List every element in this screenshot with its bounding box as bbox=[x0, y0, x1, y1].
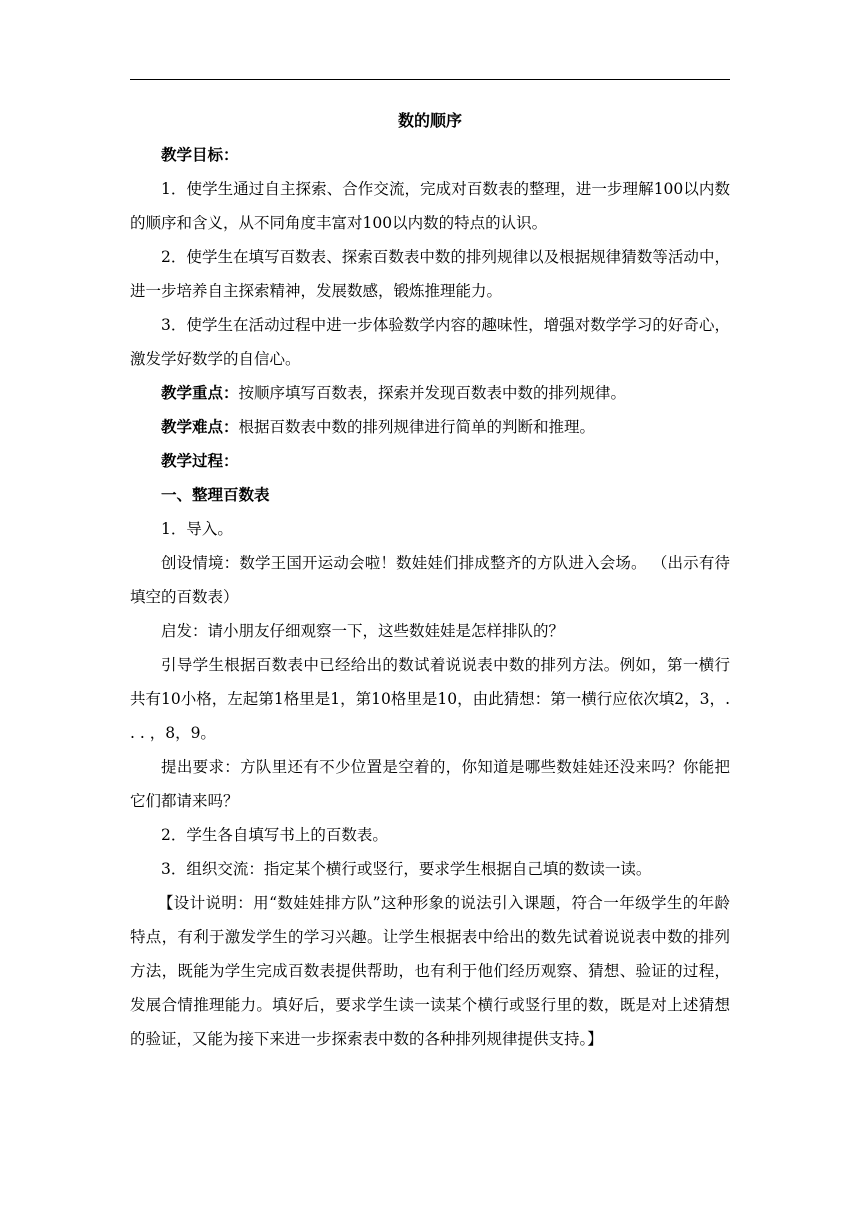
objective-item-3: 3．使学生在活动过程中进一步体验数学内容的趣味性，增强对数学学习的好奇心，激发学好数学的自信心。 bbox=[130, 316, 730, 368]
document-title: 数的顺序 bbox=[397, 111, 462, 130]
key-point-label: 教学重点： bbox=[161, 383, 239, 402]
key-point-paragraph bbox=[130, 376, 730, 410]
objective-item-2: 2．使学生在填写百数表、探索百数表中数的排列规律以及根据规律猜数等活动中，进一步培养自主探索精神，发展数感，锻炼推理能力。 bbox=[130, 248, 730, 300]
section-1-heading: 一、整理百数表 bbox=[161, 485, 270, 504]
difficulty-label: 教学难点： bbox=[161, 417, 239, 436]
scenario-paragraph: 创设情境：数学王国开运动会啦！数娃娃们排成整齐的方队进入会场。 （出示有待填空的百数表） bbox=[130, 554, 730, 606]
request-paragraph: 提出要求：方队里还有不少位置是空着的，你知道是哪些数娃娃还没来吗？你能把它们都请来吗？ bbox=[130, 758, 730, 810]
key-point-text: 按顺序填写百数表，探索并发现百数表中数的排列规律。 bbox=[238, 384, 627, 402]
step-1: 1．导入。 bbox=[161, 520, 233, 538]
step-2: 2．学生各自填写书上的百数表。 bbox=[161, 826, 388, 844]
objective-item-1: 1．使学生通过自主探索、合作交流，完成对百数表的整理，进一步理解100以内数的顺序和含义，从不同角度丰富对100以内数的特点的认识。 bbox=[130, 180, 730, 232]
process-heading: 教学过程： bbox=[161, 451, 239, 470]
document-body bbox=[130, 104, 730, 1056]
objectives-heading: 教学目标： bbox=[161, 145, 239, 164]
step-3: 3．组织交流：指定某个横行或竖行，要求学生根据自己填的数读一读。 bbox=[161, 860, 652, 878]
header-rule bbox=[130, 79, 730, 80]
difficulty-text: 根据百数表中数的排列规律进行简单的判断和推理。 bbox=[238, 418, 596, 436]
guide-paragraph: 引导学生根据百数表中已经给出的数试着说说表中数的排列方法。例如，第一横行共有10小格，左起第1格里是1，第10格里是10，由此猜想：第一横行应依次填2，3，. . . ，8，9。 bbox=[130, 656, 730, 742]
design-note: 【设计说明：用“数娃娃排方队”这种形象的说法引入课题，符合一年级学生的年龄特点，有利于激发学生的学习兴趣。让学生根据表中给出的数先试着说说表中数的排列方法，既能为学生完成百数表提供帮助，也有利于他们经历观察、猜想、验证的过程，发展合情推理能力。填好后，要求学生读一读某个横行或竖行里的数，既是对上述猜想的验证，又能为接下来进一步探索表中数的各种排列规律提供支持。】 bbox=[130, 894, 730, 1048]
difficulty-paragraph bbox=[130, 410, 730, 444]
inspire-paragraph: 启发：请小朋友仔细观察一下，这些数娃娃是怎样排队的？ bbox=[161, 622, 565, 640]
